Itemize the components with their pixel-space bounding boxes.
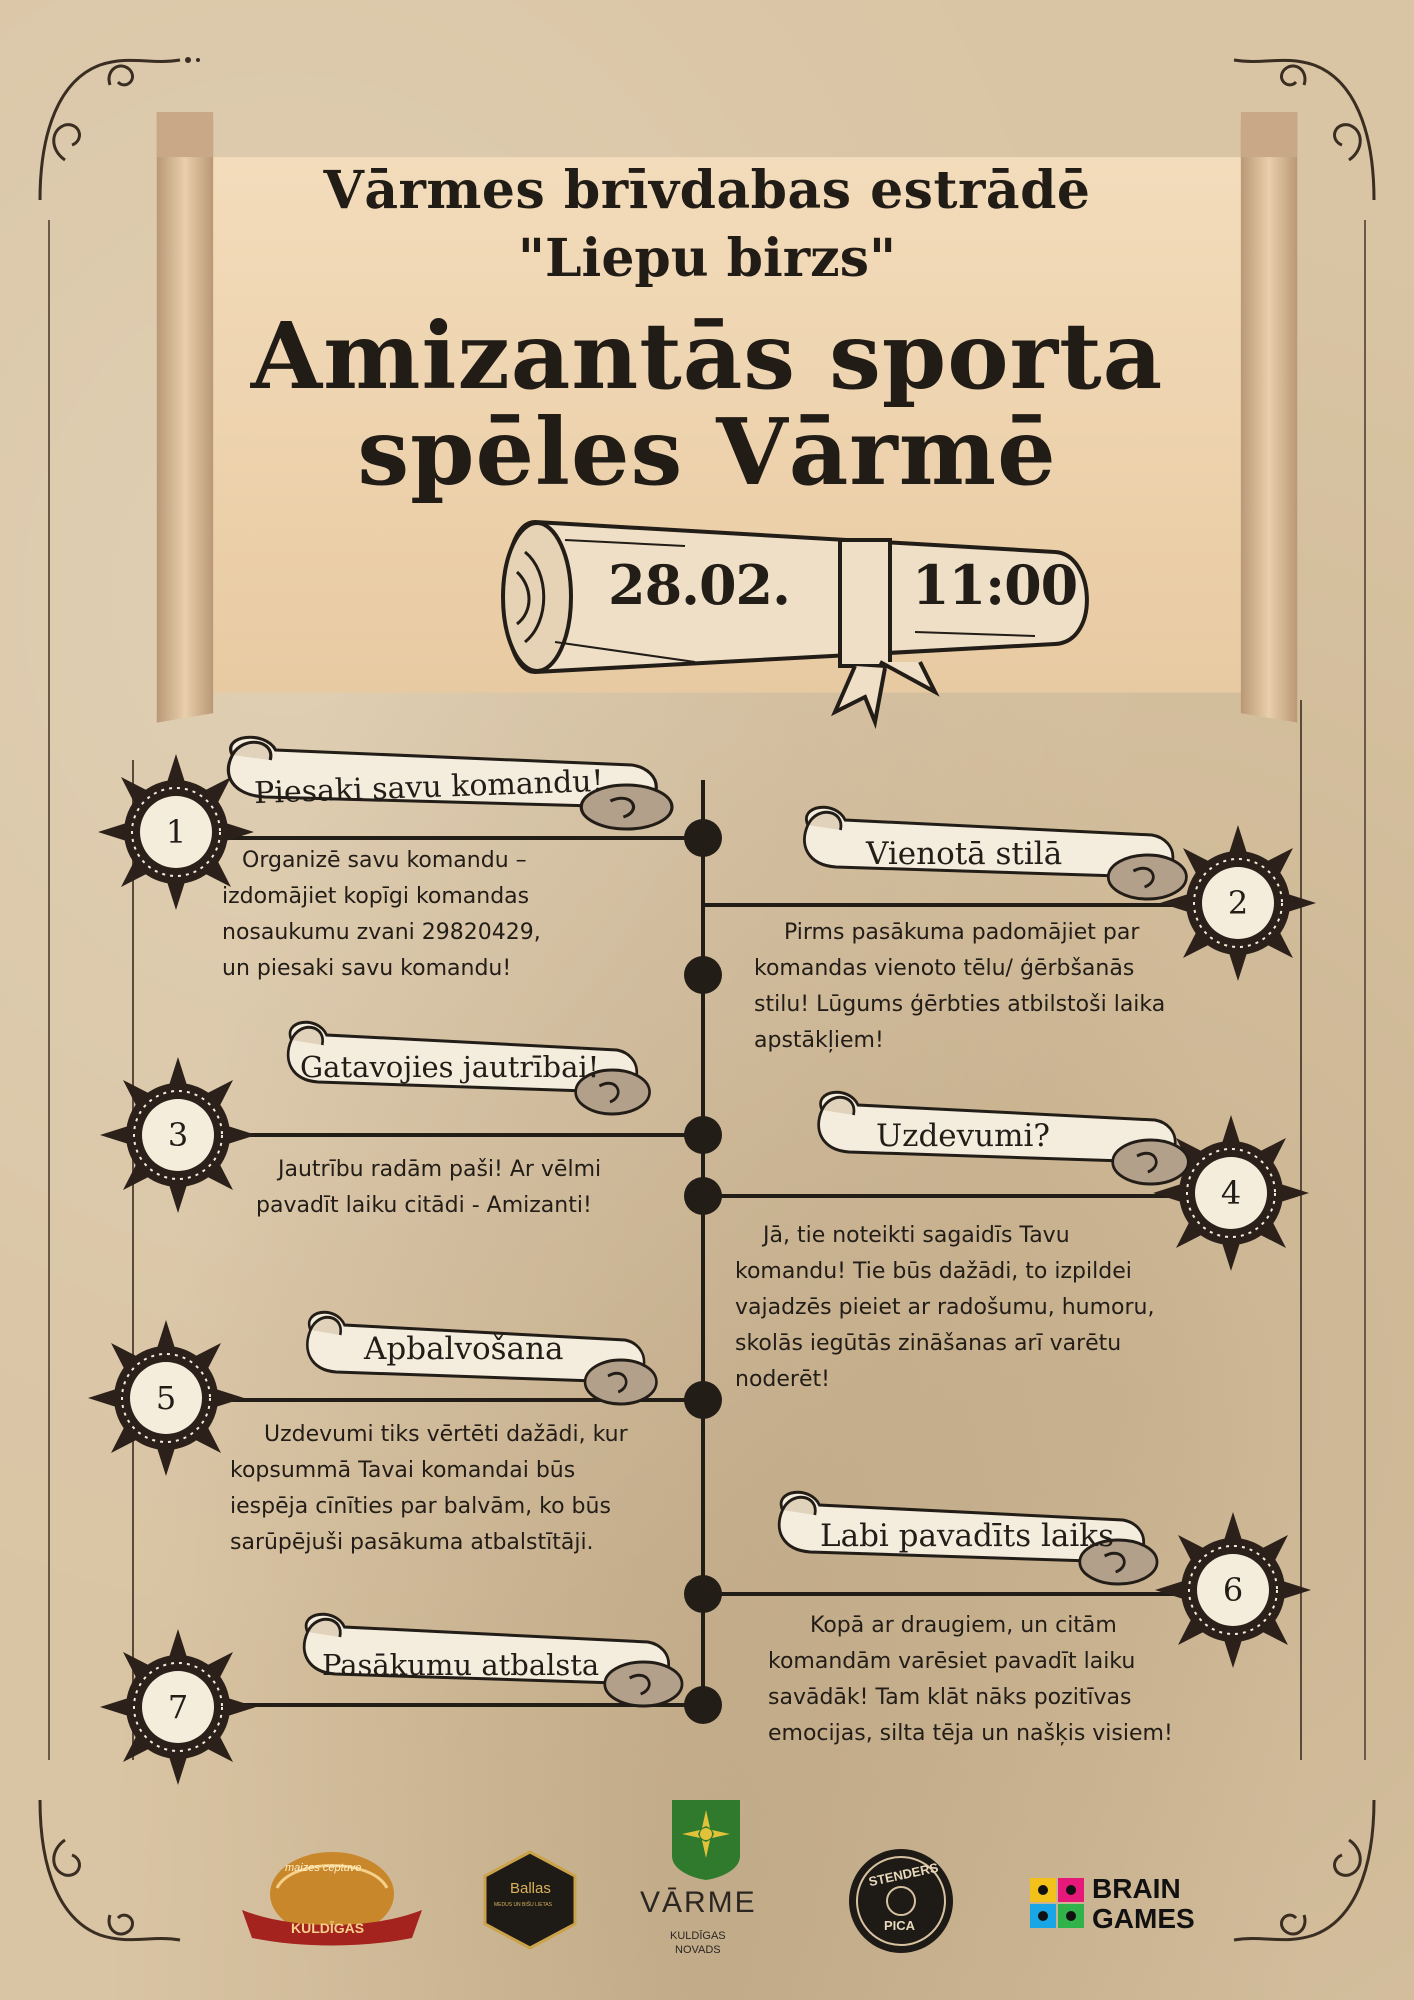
event-date: 28.02. — [608, 553, 790, 617]
sponsor-ballas-name: Ballas — [510, 1880, 551, 1897]
step-number-6: 6 — [1197, 1554, 1269, 1626]
step-description-6: Kopā ar draugiem, un citām komandām varēsiet pavadīt laiku savādāk! Tam klāt nāks pozitīvas emocijas, silta tēja un našķis visiem! — [768, 1613, 1173, 1746]
sponsor-varme-sub2: NOVADS — [675, 1944, 721, 1956]
event-title-line-1: Amizantās sporta — [250, 302, 1164, 410]
sponsor-varme-name: VĀRME — [640, 1886, 757, 1919]
sponsor-stenders-bottom: PICA — [884, 1918, 916, 1933]
sponsor-logo-ballas — [480, 1850, 580, 1950]
step-title-6: Labi pavadīts laiks — [820, 1518, 1114, 1554]
step-number-7: 7 — [142, 1671, 214, 1743]
sponsor-brain-games-line1: BRAIN — [1092, 1873, 1181, 1904]
sponsor-varme-sub1: KULDĪGAS — [670, 1930, 726, 1942]
step-description-2: Pirms pasākuma padomājiet par komandas vienoto tēlu/ ģērbšanās stilu! Lūgums ģērbties atbilstoši laika apstākļiem! — [754, 920, 1166, 1053]
step-title-7: Pasākumu atbalsta — [322, 1648, 600, 1682]
sponsor-stenders-top: STENDERS — [867, 1859, 940, 1890]
step-title-4: Uzdevumi? — [876, 1118, 1051, 1154]
step-description-3: Jautrību radām paši! Ar vēlmi pavadīt laiku citādi - Amizanti! — [256, 1157, 602, 1218]
step-description-4: Jā, tie noteikti sagaidīs Tavu komandu! Tie būs dažādi, to izpildei vajadzēs pieiet ar radošumu, humoru, skolās iegūtās zināšanas arī varētu noderēt! — [735, 1223, 1155, 1392]
venue-line-1: Vārmes brīvdabas estrādē — [323, 160, 1091, 221]
sponsor-kuldigas-name: KULDĪGAS — [291, 1920, 365, 1936]
step-number-4: 4 — [1195, 1157, 1267, 1229]
venue-line-2: "Liepu birzs" — [517, 228, 897, 289]
step-title-2: Vienotā stilā — [866, 836, 1063, 872]
event-title-line-2: spēles Vārmē — [357, 398, 1057, 506]
step-title-5: Apbalvošana — [364, 1331, 564, 1367]
event-time: 11:00 — [912, 553, 1078, 617]
step-description-5: Uzdevumi tiks vērtēti dažādi, kur kopsummā Tavai komandai būs iespēja cīnīties par balvām, ko būs sarūpējuši pasākuma atbalstītāji. — [230, 1422, 628, 1555]
sponsor-kuldigas-tagline: maizes ceptuve — [285, 1862, 362, 1874]
sponsor-logo-varme-crest — [668, 1796, 744, 1882]
sponsor-logo-stenders — [846, 1846, 956, 1956]
sponsor-ballas-tagline: MEDUS UN BIŠU LIETAS — [494, 1902, 552, 1908]
step-number-1: 1 — [140, 796, 212, 868]
step-title-1: Piesaki savu komandu! — [253, 763, 605, 812]
step-title-3: Gatavojies jautrībai! — [300, 1050, 600, 1084]
sponsor-logo-brain-games-icon — [1028, 1876, 1088, 1932]
step-number-3: 3 — [142, 1099, 214, 1171]
step-description-1: Organizē savu komandu – izdomājiet kopīgi komandas nosaukumu zvani 29820429, un piesaki savu komandu! — [222, 848, 541, 981]
step-number-5: 5 — [130, 1362, 202, 1434]
sponsor-brain-games-line2: GAMES — [1092, 1903, 1195, 1934]
step-number-2: 2 — [1202, 867, 1274, 939]
